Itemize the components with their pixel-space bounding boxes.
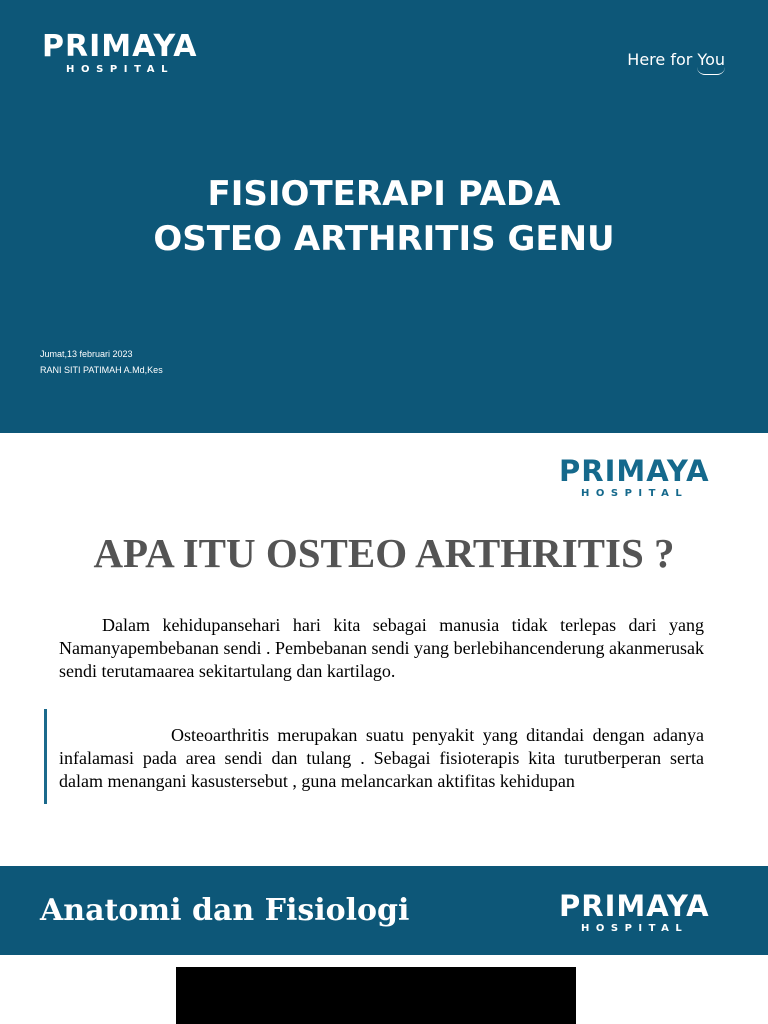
smile-icon [697, 67, 725, 75]
header-band [0, 866, 768, 955]
definition-slide [0, 433, 768, 866]
presentation-title [0, 172, 768, 262]
accent-bar [44, 709, 47, 804]
primaya-hospital-logo [559, 889, 710, 934]
slide-heading: Anatomi dan Fisiologi [40, 893, 410, 928]
logo-brand-text: PRIMAYA [42, 29, 198, 64]
presentation-date: Jumat,13 februari 2023 [40, 349, 133, 359]
logo-sub-text: HOSPITAL [66, 64, 175, 75]
tagline-text: Here for You [627, 50, 725, 69]
logo-brand-text: PRIMAYA [559, 889, 710, 923]
tagline [627, 50, 725, 69]
title-line-1: FISIOTERAPI PADA [207, 174, 561, 214]
anatomy-slide [0, 866, 768, 1024]
presenter-name: RANI SITI PATIMAH A.Md,Kes [40, 365, 163, 375]
primaya-hospital-logo [559, 454, 710, 499]
primaya-hospital-logo [42, 29, 198, 75]
logo-brand-text: PRIMAYA [559, 454, 710, 488]
image-placeholder [176, 967, 576, 1024]
slide-heading: APA ITU OSTEO ARTHRITIS ? [93, 530, 675, 576]
title-line-2: OSTEO ARTHRITIS GENU [153, 219, 615, 259]
title-slide [0, 0, 768, 433]
paragraph-1: Dalam kehidupansehari hari kita sebagai manusia tidak terlepas dari yang Namanyapembebanan sendi . Pembebanan sendi yang berlebihancenderung akanmerusak sendi terutamaarea sekitartulang dan kartilago. [59, 615, 704, 681]
paragraph-2: Osteoarthritis merupakan suatu penyakit yang ditandai dengan adanya infalamasi pada area sendi dan tulang . Sebagai fisioterapis kita turutberperan serta dalam menangani kasustersebut , guna melancarkan aktifitas kehidupan [59, 725, 704, 791]
logo-sub-text: HOSPITAL [581, 488, 689, 499]
logo-sub-text: HOSPITAL [581, 923, 689, 934]
